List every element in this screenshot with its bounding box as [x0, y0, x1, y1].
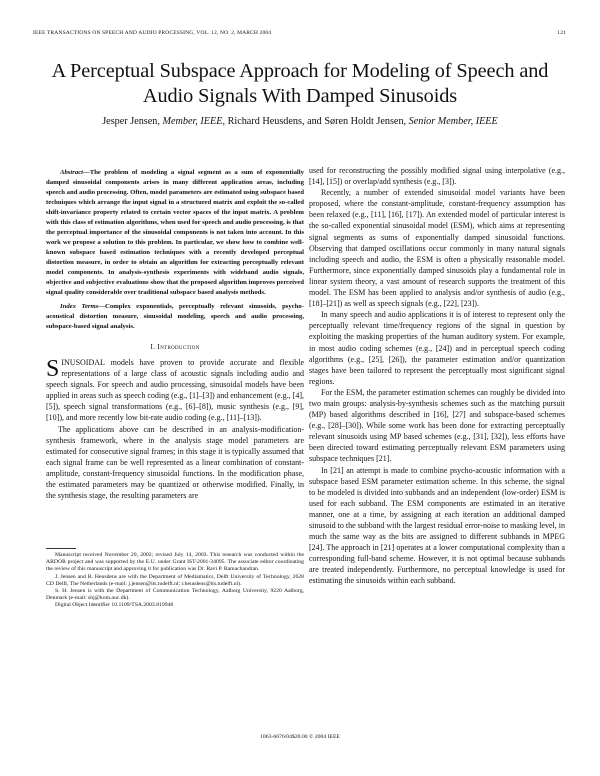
- copyright-footer: 1063-6676/04$20.00 © 2004 IEEE: [260, 734, 340, 740]
- right-paragraph-4: For the ESM, the parameter estimation schemes can roughly be divided into two main groups: analysis-by-synthesis schemes such as the matching pursuit (MP) based algorithms described in [16], [27] and subspace-based schemes (e.g., [28]–[30]). While some work has been done for extracting perceptually relevant sinusoids using MP based schemes (e.g., [31], [32]), less efforts have been directed toward estimating perceptually relevant ESM parameters using subspace techniques [21].: [309, 387, 565, 464]
- right-column: [309, 165, 565, 587]
- abstract: [46, 168, 304, 298]
- abstract-lead: Abstract: [60, 169, 84, 176]
- author-names-2: , Richard Heusdens, and Søren Holdt Jensen,: [222, 116, 409, 127]
- intro-paragraph-2: The applications above can be described in an analysis-modification-synthesis framework, where in the analysis stage model parameters are estimated for consecutive signal frames; in this stage it is typically assumed that each signal frame can be well represented as a linear combination of constant-amplitude, constant-frequency sinusoidal functions. In the modification phase, the estimated parameters may be quantized or otherwise modified. Finally, in the synthesis stage, the resulting parameters are: [46, 424, 304, 501]
- right-paragraph-2: Recently, a number of extended sinusoidal model variants have been proposed, where the constant-amplitude, constant-frequency assumption has been relaxed (e.g., [11], [16], [17]). An extended model of particular interest is the so-called exponential sinusoidal model (ESM), which aims at representing signal segments as sums of exponentially damped sinusoidal functions. Observing that damped oscillations occur commonly in many natural signals including speech and audio, the ESM is often a physically reasonable model. Furthermore, since exponentially damped sinusoids play a fundamental role in linear system theory, a vast amount of research supports the treatment of this model. The ESM has been applied to analysis and/or synthesis of audio (e.g., [18]–[21]) as well as speech signals (e.g., [22], [23]).: [309, 188, 565, 309]
- intro-paragraph-1: [46, 357, 304, 424]
- abstract-text: —The problem of modeling a signal segment as a sum of exponentially damped sinusoidal components arises in many different application areas, including speech and audio processing. Often, model parameters are estimated using subspace based techniques which arrange the input signal in a structured matrix and exploit the so-called shift-invariance property related to certain vector spaces of the input matrix. A problem with this class of estimation algorithms, when used for speech and audio processing, is that the perceptual importance of the sinusoidal components is not taken into account. In this work we propose a solution to this problem. In particular, we show how to combine well-known subspace based estimation techniques with a recently developed perceptual distortion measure, in order to obtain an algorithm for extracting perceptually relevant model components. In analysis-synthesis experiments with wideband audio signals, objective and subjective evaluations show that the proposed algorithm improves perceived signal quality considerable over traditional subspace based analysis methods.: [46, 169, 304, 296]
- intro-paragraph-1-text: models have proven to provide accurate and flexible representations of a large class of acoustic signals including audio and speech signals. For speech and audio processing, sinusoidal models have been applied in areas such as speech coding (e.g., [1]–[3]) and enhancement (e.g., [4], [5]), speech signal transformations (e.g., [6]–[8]), music synthesis (e.g., [9], [10]), and more recently low bit-rate audio coding (e.g., [11]–[13]).: [46, 358, 304, 423]
- drop-cap: S: [46, 356, 60, 382]
- intro-first-word: INUSOIDAL: [61, 358, 105, 367]
- journal-name: IEEE TRANSACTIONS ON SPEECH AND AUDIO PROCESSING, VOL. 12, NO. 2, MARCH 2004: [33, 30, 272, 36]
- right-paragraph-5: In [21] an attempt is made to combine psycho-acoustic information with a subspace based ESM parameter estimation scheme. In this scheme, the signal to be modeled is divided into subbands and an independent (low-order) ESM is used for each subband. The ESM components are estimated in an iterative manner, one at a time, by assigning at each iteration an additional damped sinusoid to the subband with the largest residual error-noise to masking level, in much the same way as the bits are assigned to different subbands in MPEG [24]. The approach in [21] operates at a lower computational complexity than a corresponding full-band scheme. However, it is not optimal because subbands are treated independently. Furthermore, no perceptual knowledge is used for estimating the sinusoids within each subband.: [309, 465, 565, 586]
- footnotes: [46, 552, 304, 610]
- author-names-1: Jesper Jensen,: [102, 116, 163, 127]
- left-column: [46, 168, 304, 501]
- running-head: [33, 30, 566, 40]
- right-paragraph-3: In many speech and audio applications it is of interest to represent only the perceptually relevant time/frequency regions of the signal in question by exploiting the masking properties of the human auditory system. For example, in most audio coding schemes (e.g., [24]) and in perceptual speech coding algorithms (e.g., [25], [26]), the parameter estimation and/or quantization stages have been tailored to represent the perceptually most significant signal regions.: [309, 310, 565, 386]
- index-terms: [46, 302, 304, 332]
- footnote-received: Manuscript received November 20, 2002; revised July 14, 2003. This research was conducted within the ARDOR project and was supported by the E.U. under Grant IST-2001-34095. The associate editor coordinating the review of this manuscript and approving it for publication was Dr. Ravi P. Ramachandran.: [46, 552, 304, 573]
- author-role-1: Member, IEEE: [162, 116, 223, 127]
- footnote-doi: Digital Object Identifier 10.1109/TSA.2003.819948: [55, 602, 174, 609]
- author-role-2: Senior Member, IEEE: [408, 116, 498, 127]
- index-terms-text: —Complex exponentials, perceptually relevant sinusoids, psycho-acoustical distortion measure, sinusoidal modeling, speech and audio processing, subspace-based signal analysis.: [46, 303, 304, 330]
- footnote-affiliation-1: J. Jensen and R. Heusdens are with the Department of Mediamatics, Delft University of Technology, 2628 CD Delft, The Netherlands (e-mail: j.jensen@its.tudelft.nl; r.heusdens@its.tudelft.nl).: [46, 573, 304, 587]
- page-number: 121: [557, 30, 566, 36]
- footnote-divider: [46, 548, 76, 549]
- paper-title: A Perceptual Subspace Approach for Modeling of Speech and Audio Signals With Damped Sinusoids: [51, 60, 549, 107]
- footnote-affiliation-2: S. H. Jensen is with the Department of Communication Technology, Aalborg University, 9220 Aalborg, Denmark (e-mail: shj@kom.auc.dk).: [46, 588, 304, 602]
- author-line: [30, 116, 570, 127]
- index-terms-lead: Index Terms: [60, 303, 99, 310]
- right-paragraph-1: used for reconstructing the possibly modified signal using interpolative (e.g., [14], [15]) or overlap/add synthesis (e.g., [3]).: [309, 166, 565, 187]
- section-heading: I. Introduction: [150, 342, 200, 351]
